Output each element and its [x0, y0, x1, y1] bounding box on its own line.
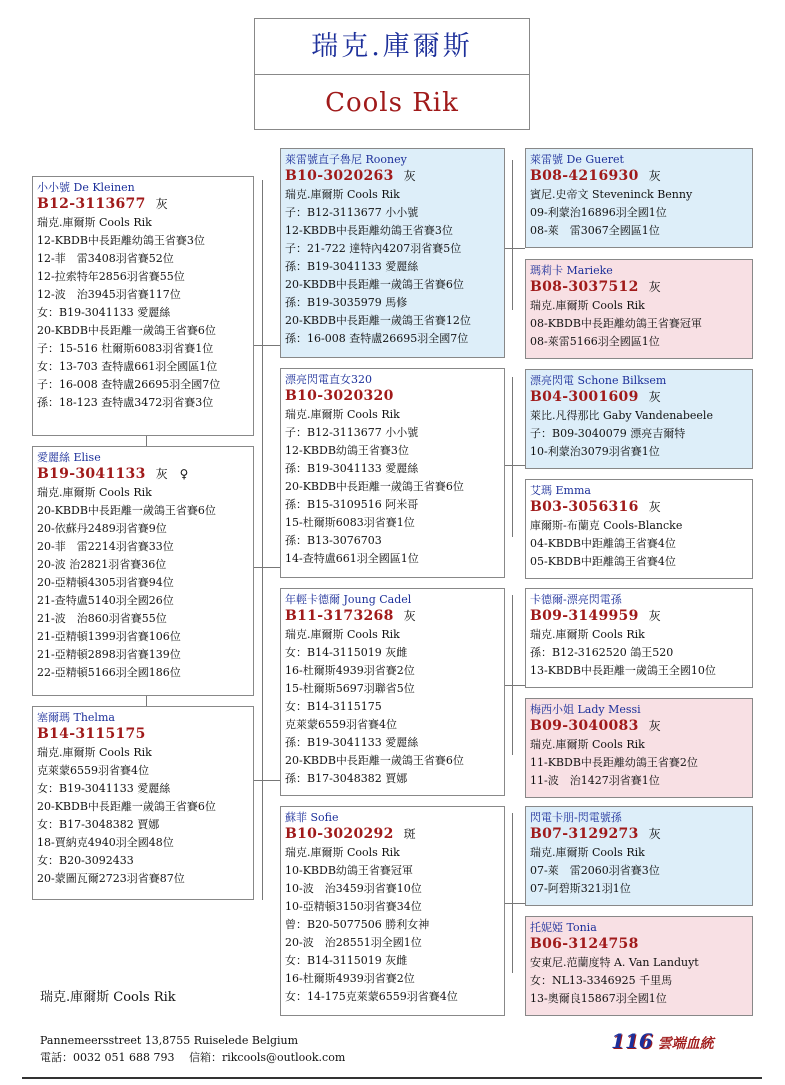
- pigeon-color: 灰: [648, 280, 661, 294]
- pedigree-line: 瑞克.庫爾斯 Cools Rik: [37, 486, 152, 499]
- pigeon-name: 漂亮閃電直女320: [285, 373, 372, 386]
- brand-logo: [611, 1029, 714, 1053]
- pedigree-line: 瑞克.庫爾斯 Cools Rik: [285, 408, 400, 421]
- pedigree-line: 女：B14-3115019 灰雌: [285, 954, 408, 967]
- pedigree-line: 孫：16-008 查特盧26695羽全國7位: [285, 332, 469, 345]
- pigeon-name: 年輕卡德爾 Joung Cadel: [285, 593, 412, 606]
- pedigree-line: 瑞克.庫爾斯 Cools Rik: [285, 188, 400, 201]
- pedigree-line: 女：B17-3048382 賈娜: [37, 818, 160, 831]
- pedigree-line: 20-蒙圖瓦爾2723羽省賽87位: [37, 872, 185, 885]
- pedigree-line: 孫：B19-3041133 愛麗絲: [285, 260, 419, 273]
- pedigree-line: 孫：B17-3048382 賈娜: [285, 772, 408, 785]
- connector-line: [146, 436, 147, 446]
- pedigree-line: 女：NL13-3346925 千里馬: [530, 974, 673, 987]
- pedigree-line: 瑞克.庫爾斯 Cools Rik: [530, 628, 645, 641]
- pedigree-line: 20-KBDB中長距離一歲鴿王省賽6位: [285, 480, 464, 493]
- pedigree-card-dam: [280, 368, 505, 578]
- pigeon-color: 灰: [403, 169, 416, 183]
- ring-number: B08-3037512: [530, 279, 639, 295]
- ring-number: B09-3149959: [530, 608, 639, 624]
- pigeon-color: 灰: [648, 827, 661, 841]
- owner-name-english: Cools Rik: [325, 88, 459, 118]
- ring-number: B10-3020263: [285, 168, 394, 184]
- pedigree-line: 20-依蘇丹2489羽省賽9位: [37, 522, 167, 535]
- pedigree-line: 瑞克.庫爾斯 Cools Rik: [285, 628, 400, 641]
- pedigree-line: 21-查特盧5140羽全國26位: [37, 594, 174, 607]
- pedigree-line: 克萊蒙6559羽省賽4位: [285, 718, 397, 731]
- pedigree-line: 08-萊 雷3067全國區1位: [530, 224, 660, 237]
- pedigree-card-dam-sire: [280, 588, 505, 796]
- pedigree-line: 瑞克.庫爾斯 Cools Rik: [37, 216, 152, 229]
- pedigree-line: 16-杜爾斯4939羽省賽2位: [285, 972, 415, 985]
- pedigree-line: 20-亞精頓4305羽省賽94位: [37, 576, 174, 589]
- connector-line: [254, 345, 280, 346]
- pedigree-line: 15-杜爾斯6083羽省賽1位: [285, 516, 415, 529]
- pedigree-line: 16-杜爾斯4939羽省賽2位: [285, 664, 415, 677]
- pedigree-line: 孫：B19-3041133 愛麗絲: [285, 736, 419, 749]
- connector-line: [512, 595, 513, 755]
- pedigree-line: 05-KBDB中距離鴿王省賽4位: [530, 555, 676, 568]
- footer-contact-block: [40, 1032, 345, 1066]
- pedigree-line: 萊比.凡得那比 Gaby Vandenabeele: [530, 409, 713, 422]
- pedigree-line: 20-KBDB中長距離一歲鴿王省賽6位: [285, 754, 464, 767]
- pedigree-card-sire: [280, 148, 505, 358]
- pedigree-line: 12-拉索特年2856羽省賽55位: [37, 270, 185, 283]
- pedigree-line: 21-亞精頓2898羽省賽139位: [37, 648, 181, 661]
- connector-line: [505, 248, 525, 249]
- ring-number: B19-3041133: [37, 466, 146, 482]
- pedigree-line: 20-菲 雷2214羽省賽33位: [37, 540, 174, 553]
- ring-number: B08-4216930: [530, 168, 639, 184]
- pedigree-card-dam-dam: [280, 806, 505, 1016]
- pigeon-name: 閃電卡朋-閃電號孫: [530, 811, 622, 824]
- pedigree-card-subject: [32, 176, 254, 436]
- pigeon-name: 塞爾瑪 Thelma: [37, 711, 115, 724]
- pedigree-line: 18-賈納克4940羽全國48位: [37, 836, 174, 849]
- ring-number: B03-3056316: [530, 499, 639, 515]
- pedigree-line: 安東尼.范蘭度特 A. Van Landuyt: [530, 956, 699, 969]
- pedigree-line: 07-阿碧斯321羽1位: [530, 882, 631, 895]
- pedigree-card-granddam-3: [525, 698, 753, 798]
- pedigree-line: 10-利蒙治3079羽省賽1位: [530, 445, 660, 458]
- pedigree-card-grandsire-3: [525, 588, 753, 688]
- pedigree-line: 瑞克.庫爾斯 Cools Rik: [530, 299, 645, 312]
- ring-number: B04-3001609: [530, 389, 639, 405]
- pedigree-line: 20-波 治2821羽省賽36位: [37, 558, 167, 571]
- female-icon: ♀: [179, 467, 189, 481]
- pedigree-line: 女：B14-3115019 灰雌: [285, 646, 408, 659]
- connector-line: [505, 685, 525, 686]
- pigeon-color: 灰: [648, 500, 661, 514]
- pedigree-line: 賓尼.史帝文 Steveninck Benny: [530, 188, 693, 201]
- pigeon-name: 艾瑪 Emma: [530, 484, 591, 497]
- pedigree-line: 曾：B20-5077506 勝利女神: [285, 918, 430, 931]
- ring-number: B06-3124758: [530, 936, 639, 952]
- pigeon-name: 托妮婭 Tonia: [530, 921, 597, 934]
- pedigree-line: 11-波 治1427羽省賽1位: [530, 774, 660, 787]
- ring-number: B14-3115175: [37, 726, 146, 742]
- pedigree-line: 瑞克.庫爾斯 Cools Rik: [37, 746, 152, 759]
- connector-line: [512, 813, 513, 973]
- pedigree-line: 09-利蒙治16896羽全國1位: [530, 206, 667, 219]
- connector-line: [505, 465, 525, 466]
- pedigree-line: 08-KBDB中長距離幼鴿王省賽冠軍: [530, 317, 702, 330]
- pedigree-line: 11-KBDB中長距離幼鴿王省賽2位: [530, 756, 698, 769]
- connector-line: [254, 780, 280, 781]
- pedigree-line: 女：B19-3041133 愛麗絲: [37, 782, 171, 795]
- pedigree-line: 女：13-703 查特盧661羽全國區1位: [37, 360, 218, 373]
- pigeon-name: 蘇菲 Sofie: [285, 811, 339, 824]
- ring-number: B12-3113677: [37, 196, 146, 212]
- ring-number: B07-3129273: [530, 826, 639, 842]
- connector-line: [146, 696, 147, 706]
- footer-address: Pannemeersstreet 13,8755 Ruiselede Belgium: [40, 1034, 299, 1047]
- pedigree-line: 12-KBDB中長距離幼鴿王省賽3位: [37, 234, 205, 247]
- pedigree-line: 14-查特盧661羽全國區1位: [285, 552, 419, 565]
- pedigree-line: 女：B14-3115175: [285, 700, 382, 713]
- pedigree-line: 孫：B19-3035979 馬修: [285, 296, 408, 309]
- ring-number: B10-3020320: [285, 388, 394, 404]
- pedigree-line: 10-KBDB幼鴿王省賽冠軍: [285, 864, 413, 877]
- pedigree-card-granddam-2: [525, 479, 753, 579]
- pigeon-color: 灰: [403, 609, 416, 623]
- pedigree-line: 21-波 治860羽省賽55位: [37, 612, 167, 625]
- pigeon-color: 灰: [155, 197, 168, 211]
- pedigree-line: 女：B20-3092433: [37, 854, 134, 867]
- connector-line: [254, 567, 280, 568]
- pedigree-card-granddam-1: [525, 259, 753, 359]
- pedigree-line: 女：B19-3041133 愛麗絲: [37, 306, 171, 319]
- ring-number: B09-3040083: [530, 718, 639, 734]
- pigeon-color: 灰: [648, 609, 661, 623]
- connector-line: [505, 903, 525, 904]
- pigeon-name: 萊雷號 De Gueret: [530, 153, 624, 166]
- ring-number: B11-3173268: [285, 608, 394, 624]
- pedigree-line: 瑞克.庫爾斯 Cools Rik: [285, 846, 400, 859]
- pedigree-line: 10-亞精頓3150羽省賽34位: [285, 900, 422, 913]
- pedigree-line: 子：16-008 查特盧26695羽全國7位: [37, 378, 221, 391]
- logo-text: 雲端血統: [657, 1036, 714, 1052]
- logo-number: 116: [611, 1029, 653, 1053]
- pigeon-color: 灰: [648, 169, 661, 183]
- pedigree-line: 12-KBDB中長距離幼鴿王省賽3位: [285, 224, 453, 237]
- connector-line: [512, 160, 513, 310]
- pigeon-color: 斑: [403, 827, 416, 841]
- pedigree-line: 克萊蒙6559羽省賽4位: [37, 764, 149, 777]
- pedigree-line: 15-杜爾斯5697羽聯省5位: [285, 682, 415, 695]
- pedigree-card-grandsire-4: [525, 806, 753, 906]
- pigeon-name: 梅西小姐 Lady Messi: [530, 703, 641, 716]
- pedigree-line: 13-奧爾良15867羽全國1位: [530, 992, 667, 1005]
- pedigree-line: 子：21-722 達特內4207羽省賽5位: [285, 242, 462, 255]
- pedigree-line: 女：14-175克萊蒙6559羽省賽4位: [285, 990, 458, 1003]
- pedigree-card-elise: [32, 446, 254, 696]
- pigeon-name: 愛麗絲 Elise: [37, 451, 101, 464]
- footer-owner: 瑞克.庫爾斯 Cools Rik: [40, 990, 176, 1005]
- pedigree-line: 孫：B13-3076703: [285, 534, 382, 547]
- pedigree-card-granddam-4: [525, 916, 753, 1016]
- pedigree-line: 庫爾斯-布蘭克 Cools-Blancke: [530, 519, 683, 532]
- pigeon-name: 漂亮閃電 Schone Bilksem: [530, 374, 667, 387]
- pedigree-line: 12-菲 雷3408羽省賽52位: [37, 252, 174, 265]
- pedigree-line: 孫：B15-3109516 阿米哥: [285, 498, 419, 511]
- pedigree-line: 13-KBDB中長距離一歲鴿王全國10位: [530, 664, 716, 677]
- pedigree-line: 07-萊 雷2060羽省賽3位: [530, 864, 660, 877]
- pigeon-name: 萊雷號直子魯尼 Rooney: [285, 153, 407, 166]
- pedigree-line: 20-KBDB中長距離一歲鴿王省賽6位: [37, 504, 216, 517]
- pedigree-line: 12-波 治3945羽省賽117位: [37, 288, 181, 301]
- pedigree-line: 子：B12-3113677 小小號: [285, 206, 419, 219]
- pigeon-color: 灰: [648, 390, 661, 404]
- pigeon-name: 卡德爾-漂亮閃電孫: [530, 593, 622, 606]
- pedigree-line: 20-KBDB中長距離一歲鴿王省賽6位: [285, 278, 464, 291]
- bottom-divider: [22, 1077, 762, 1079]
- pedigree-line: 瑞克.庫爾斯 Cools Rik: [530, 738, 645, 751]
- pedigree-line: 孫：B19-3041133 愛麗絲: [285, 462, 419, 475]
- pigeon-color: 灰: [648, 719, 661, 733]
- pedigree-line: 孫：B12-3162520 鴿王520: [530, 646, 674, 659]
- pedigree-card-grandsire-2: [525, 369, 753, 469]
- connector-line: [262, 180, 263, 900]
- pigeon-name: 瑪莉卡 Marieke: [530, 264, 613, 277]
- connector-line: [512, 377, 513, 537]
- pedigree-line: 22-亞精頓5166羽全國186位: [37, 666, 181, 679]
- pedigree-line: 孫：18-123 查特盧3472羽省賽3位: [37, 396, 214, 409]
- pedigree-line: 子：B09-3040079 漂亮吉爾特: [530, 427, 686, 440]
- pedigree-card-thelma: [32, 706, 254, 900]
- pedigree-line: 瑞克.庫爾斯 Cools Rik: [530, 846, 645, 859]
- owner-name-chinese: 瑞克.庫爾斯: [255, 19, 529, 75]
- pedigree-line: 子：B12-3113677 小小號: [285, 426, 419, 439]
- pedigree-line: 10-波 治3459羽省賽10位: [285, 882, 422, 895]
- pedigree-line: 20-KBDB中長距離一歲鴿王省賽6位: [37, 324, 216, 337]
- pedigree-line: 21-亞精頓1399羽省賽106位: [37, 630, 181, 643]
- pedigree-line: 04-KBDB中距離鴿王省賽4位: [530, 537, 676, 550]
- footer-phone-email: 電話：0032 051 688 793 信箱：rikcools@outlook.com: [40, 1051, 346, 1064]
- pedigree-line: 子：15-516 杜爾斯6083羽省賽1位: [37, 342, 214, 355]
- pigeon-name: 小小號 De Kleinen: [37, 181, 135, 194]
- pigeon-color: 灰: [155, 467, 168, 481]
- pedigree-line: 20-波 治28551羽全國1位: [285, 936, 422, 949]
- pedigree-card-grandsire-1: [525, 148, 753, 248]
- pedigree-line: 20-KBDB中長距離一歲鴿王省賽6位: [37, 800, 216, 813]
- title-box: [254, 18, 530, 130]
- ring-number: B10-3020292: [285, 826, 394, 842]
- pedigree-line: 08-萊雷5166羽全國區1位: [530, 335, 660, 348]
- pedigree-line: 12-KBDB幼鴿王省賽3位: [285, 444, 409, 457]
- pedigree-line: 20-KBDB中長距離一歲鴿王省賽12位: [285, 314, 471, 327]
